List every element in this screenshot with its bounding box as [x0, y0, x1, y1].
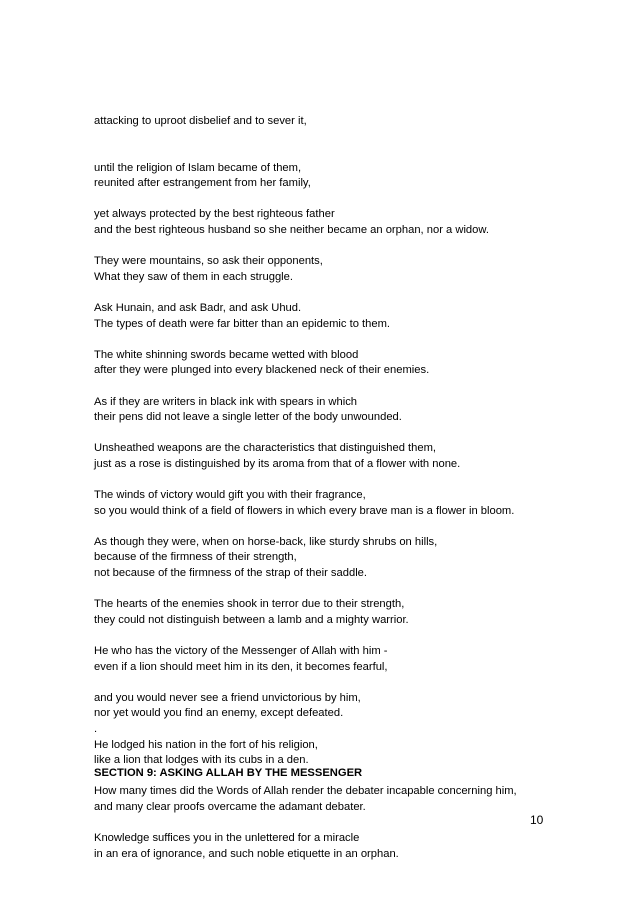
verse-line: their pens did not leave a single letter of the body unwounded.: [94, 411, 402, 424]
stanza: [94, 441, 594, 472]
verse-line: after they were plunged into every blackened neck of their enemies.: [94, 364, 430, 377]
verse-line: Unsheathed weapons are the characteristics that distinguished them,: [94, 442, 437, 455]
stanza: [94, 348, 594, 379]
verse-line: just as a rose is distinguished by its aroma from that of a flower with none.: [94, 457, 461, 470]
stanza: [94, 488, 594, 519]
verse-line: nor yet would you find an enemy, except defeated.: [94, 707, 344, 720]
verse-line: The types of death were far bitter than an epidemic to them.: [94, 317, 391, 330]
verse-line: they could not distinguish between a lamb and a mighty warrior.: [94, 613, 409, 626]
poem-body: [94, 114, 594, 878]
verse-line: Ask Hunain, and ask Badr, and ask Uhud.: [94, 301, 302, 314]
verse-line: Knowledge suffices you in the unlettered for a miracle: [94, 832, 360, 845]
stanza: [94, 254, 594, 285]
verse-line: even if a lion should meet him in its den, it becomes fearful,: [94, 660, 388, 673]
stanza: [94, 784, 594, 815]
verse-line: and you would never see a friend unvictorious by him,: [94, 691, 361, 704]
verse-line: The winds of victory would gift you with their fragrance,: [94, 489, 366, 502]
verse-line: until the religion of Islam became of them,: [94, 161, 302, 174]
verse-line: because of the firmness of their strength,: [94, 551, 297, 564]
stanza: [94, 395, 594, 426]
verse-line: so you would think of a field of flowers in which every brave man is a flower in bloom.: [94, 504, 515, 517]
verse-line: not because of the firmness of the strap of their saddle.: [94, 567, 368, 580]
verse-line: .: [94, 722, 98, 735]
stanza: [94, 535, 594, 582]
verse-line: and many clear proofs overcame the adamant debater.: [94, 800, 366, 813]
verse-line: in an era of ignorance, and such noble etiquette in an orphan.: [94, 847, 399, 860]
verse-line: reunited after estrangement from her family,: [94, 177, 311, 190]
verse-line: The hearts of the enemies shook in terror due to their strength,: [94, 598, 405, 611]
verse-line: The white shinning swords became wetted with blood: [94, 348, 359, 361]
stanza: [94, 161, 594, 192]
stanza: [94, 114, 594, 130]
verse-line: How many times did the Words of Allah render the debater incapable concerning him,: [94, 785, 517, 798]
verse-line: He lodged his nation in the fort of his religion,: [94, 738, 318, 751]
page-number: 10: [530, 813, 544, 827]
verse-line: He who has the victory of the Messenger of Allah with him -: [94, 645, 388, 657]
verse-line: They were mountains, so ask their opponents,: [94, 255, 323, 268]
stanza: [94, 301, 594, 332]
stanza: [94, 644, 594, 675]
verse-line: attacking to uproot disbelief and to sever it,: [94, 115, 307, 127]
verse-line: As if they are writers in black ink with spears in which: [94, 395, 358, 408]
stanza: [94, 831, 594, 862]
verse-line: What they saw of them in each struggle.: [94, 270, 293, 283]
section-heading: SECTION 9: ASKING ALLAH BY THE MESSENGER: [94, 767, 363, 779]
stanza: [94, 207, 594, 238]
verse-line: and the best righteous husband so she neither became an orphan, nor a widow.: [94, 223, 489, 236]
verse-line: As though they were, when on horse-back, like sturdy shrubs on hills,: [94, 535, 438, 548]
verse-line: like a lion that lodges with its cubs in a den.: [94, 754, 309, 767]
verse-line: yet always protected by the best righteous father: [94, 208, 335, 221]
stanza: [94, 597, 594, 628]
stanza: [94, 691, 594, 769]
